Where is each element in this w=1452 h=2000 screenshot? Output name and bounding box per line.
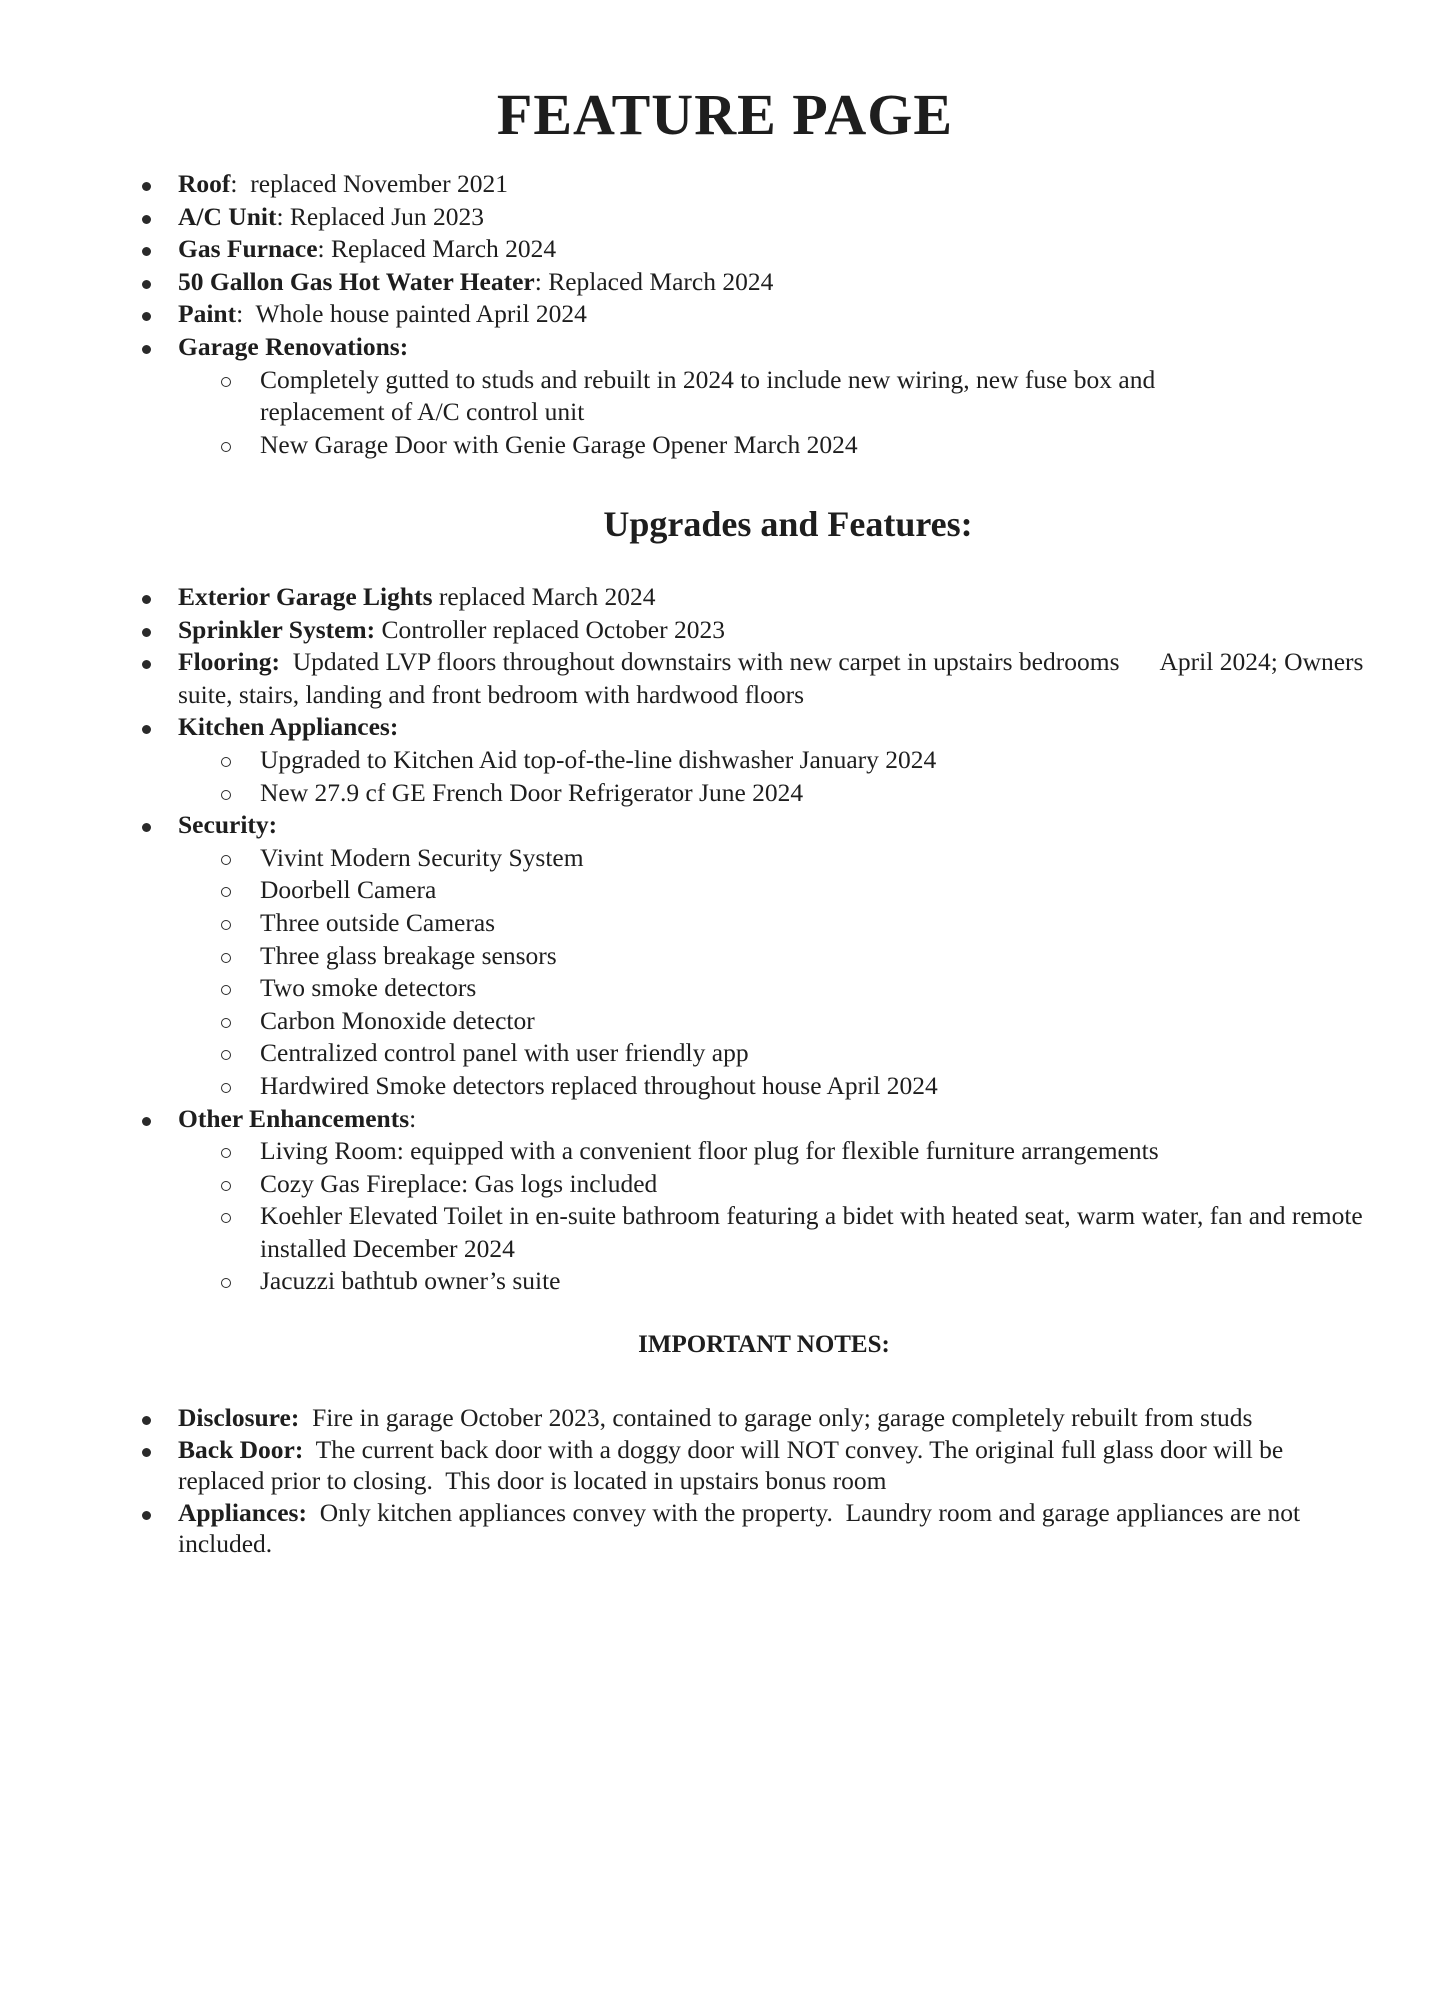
list-item-ac-unit [138, 201, 1378, 234]
list-item-other-enhancements [138, 1103, 1378, 1136]
item-label: Security: [178, 810, 278, 840]
other-sub-list [138, 1135, 1378, 1298]
upgrades-heading: Upgrades and Features: [603, 504, 973, 544]
item-text: Only kitchen appliances convey with the property. Laundry room and garage appliances are not included. [178, 1497, 1307, 1558]
list-item-disclosure [138, 1402, 1378, 1434]
sub-list-item: Upgraded to Kitchen Aid top-of-the-line dishwasher January 2024 [138, 744, 1378, 777]
list-item-garage-renovations [138, 331, 1378, 364]
garage-sub-list [138, 364, 1378, 462]
sub-list-item: New Garage Door with Genie Garage Opener March 2024 [138, 429, 1378, 462]
important-notes-heading: IMPORTANT NOTES: [638, 1331, 890, 1358]
item-text: : Replaced March 2024 [534, 266, 774, 296]
sub-list-item: Two smoke detectors [138, 972, 1378, 1005]
item-label: Exterior Garage Lights [178, 582, 433, 611]
item-label: Appliances: [178, 1497, 307, 1527]
list-item-exterior-lights [138, 581, 1378, 614]
list-item-sprinkler [138, 614, 1378, 647]
important-notes-list [138, 1402, 1378, 1560]
list-item-kitchen-appliances [138, 711, 1378, 744]
item-text: replaced March 2024 [432, 582, 656, 611]
list-item-flooring [138, 646, 1378, 711]
list-item-paint [138, 298, 1378, 331]
sub-list-item: Jacuzzi bathtub owner’s suite [138, 1265, 1378, 1298]
list-item-back-door [138, 1434, 1378, 1497]
item-text-continued: April 2024; Owners suite, stairs, landing and front bedroom with hardwood floors [178, 647, 1364, 709]
security-sub-list [138, 842, 1378, 1103]
item-text: Controller replaced October 2023 [375, 614, 725, 644]
sub-list-item: Three glass breakage sensors [138, 940, 1378, 973]
kitchen-sub-list [138, 744, 1378, 809]
item-label: Garage Renovations: [178, 331, 409, 361]
sub-list-item: Living Room: equipped with a convenient floor plug for flexible furniture arrangements [138, 1135, 1378, 1168]
item-text: : Whole house painted April 2024 [236, 299, 587, 329]
list-item-gas-furnace [138, 233, 1378, 266]
item-text: Updated LVP floors throughout downstairs with new carpet in upstairs bedrooms [280, 647, 1120, 677]
list-item-roof [138, 168, 1378, 201]
item-text: : replaced November 2021 [230, 169, 508, 198]
item-label: Gas Furnace [178, 234, 318, 264]
item-label: Roof [178, 169, 231, 198]
sub-list-item: Completely gutted to studs and rebuilt in 2024 to include new wiring, new fuse box and replacement of A/C control unit [138, 364, 1378, 429]
item-label: Other Enhancements [178, 1103, 410, 1133]
item-label: Kitchen Appliances: [178, 712, 399, 742]
item-label: Paint [178, 299, 237, 329]
item-text: Fire in garage October 2023, contained to garage only; garage completely rebuilt from studs [299, 1403, 1253, 1432]
item-label: Disclosure: [178, 1403, 300, 1432]
sub-list-item: Three outside Cameras [138, 907, 1378, 940]
sub-list-item: Vivint Modern Security System [138, 842, 1378, 875]
main-features-list [138, 168, 1378, 461]
page-title: FEATURE PAGE [496, 82, 954, 147]
list-item-water-heater [138, 266, 1378, 299]
sub-list-item: Koehler Elevated Toilet in en-suite bathroom featuring a bidet with heated seat, warm water, fan and remote installed December 2024 [138, 1200, 1378, 1265]
sub-list-item: New 27.9 cf GE French Door Refrigerator June 2024 [138, 777, 1378, 810]
list-item-security [138, 809, 1378, 842]
sub-list-item: Centralized control panel with user friendly app [138, 1037, 1378, 1070]
item-label: Sprinkler System: [178, 614, 376, 644]
item-text: : Replaced March 2024 [317, 234, 557, 264]
list-item-appliances [138, 1497, 1378, 1560]
sub-list-item: Hardwired Smoke detectors replaced throughout house April 2024 [138, 1070, 1378, 1103]
sub-list-item: Carbon Monoxide detector [138, 1005, 1378, 1038]
item-text: The current back door with a doggy door will NOT convey. The original full glass door will be replaced prior to closing. This door is located in upstairs bonus room [178, 1434, 1290, 1495]
upgrades-list [138, 581, 1378, 1298]
item-text: : Replaced Jun 2023 [276, 201, 484, 231]
item-text: : [409, 1103, 417, 1133]
item-label: Flooring: [178, 647, 280, 677]
item-label: Back Door: [178, 1434, 304, 1464]
sub-list-item: Cozy Gas Fireplace: Gas logs included [138, 1168, 1378, 1201]
sub-list-item: Doorbell Camera [138, 874, 1378, 907]
item-label: 50 Gallon Gas Hot Water Heater [178, 266, 535, 296]
item-label: A/C Unit [178, 201, 277, 231]
